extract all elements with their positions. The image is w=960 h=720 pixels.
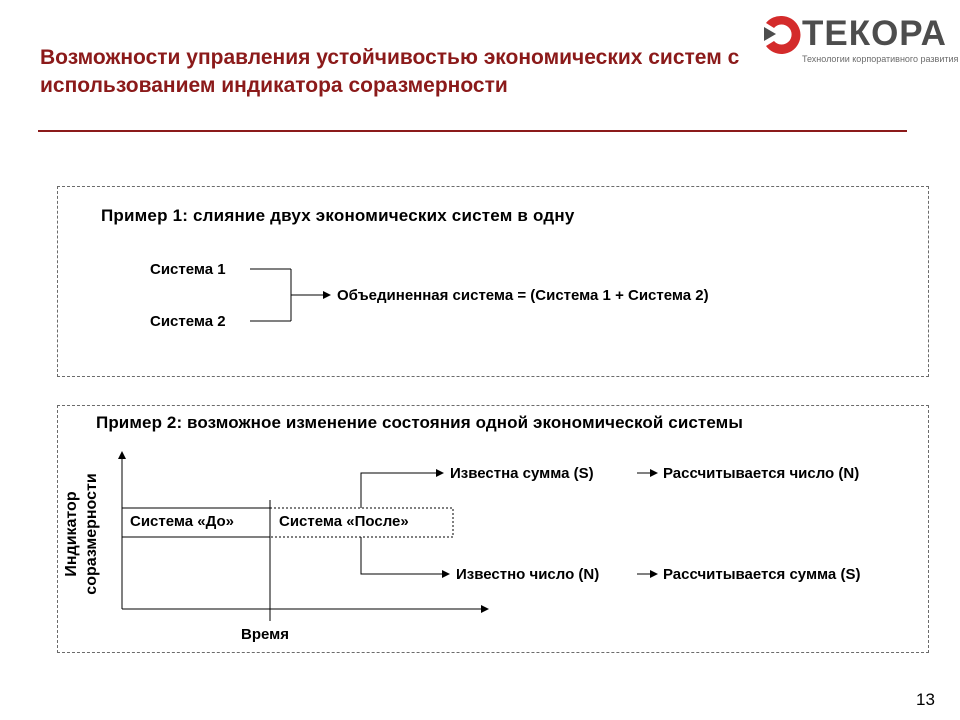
system-after-label: Система «После» — [279, 513, 409, 530]
branch-bottom-known: Известно число (N) — [456, 566, 600, 583]
page-number: 13 — [916, 690, 935, 709]
y-axis-label-line1: Индикатор — [63, 491, 80, 577]
logo-wordmark: ТЕКОРА — [802, 14, 947, 53]
branch-bottom-calc: Рассчитывается сумма (S) — [663, 566, 861, 583]
example2-heading: Пример 2: возможное изменение состояния одной экономической системы — [96, 413, 743, 432]
system-before-label: Система «До» — [130, 513, 235, 530]
branch-connectors — [361, 473, 657, 574]
system1-label: Система 1 — [150, 261, 226, 278]
logo-tagline: Технологии корпоративного развития — [802, 54, 959, 64]
slide-title: Возможности управления устойчивостью экономических систем с использованием индикатора соразмерности — [40, 46, 740, 97]
x-axis-label: Время — [241, 626, 289, 643]
merge-connector — [250, 269, 330, 321]
system2-label: Система 2 — [150, 313, 226, 330]
branch-top-calc: Рассчитывается число (N) — [663, 465, 860, 482]
branch-top-known: Известна сумма (S) — [450, 465, 594, 482]
branch-top-arrow — [361, 473, 443, 508]
state-boxes — [122, 508, 453, 537]
merged-system-label: Объединенная система = (Система 1 + Система 2) — [337, 287, 709, 304]
example1-heading: Пример 1: слияние двух экономических систем в одну — [101, 206, 575, 225]
after-box — [270, 508, 453, 537]
branch-bottom-arrow — [361, 537, 449, 574]
y-axis-label-line2: соразмерности — [83, 473, 100, 595]
